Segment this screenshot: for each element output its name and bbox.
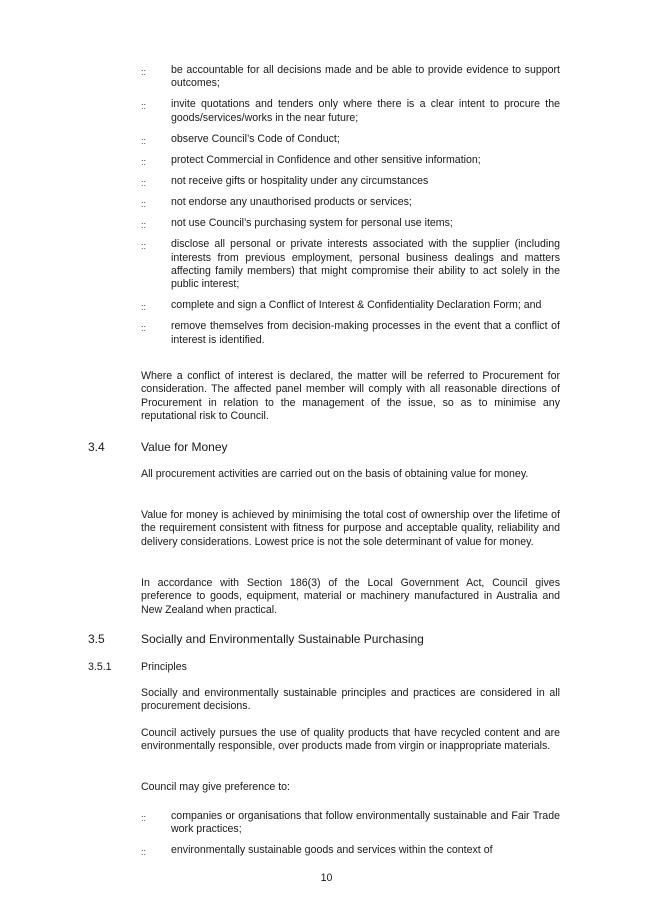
list-item: :: environmentally sustainable goods and services within the context of	[0, 844, 653, 857]
bullet-marker: ::	[141, 135, 147, 146]
paragraph: Value for money is achieved by minimising the total cost of ownership over the lifetime of the requirement consistent with fitness for purpose and acceptable quality, reliability and delivery considerations. Lowest price is not the sole determinant of value for money.	[141, 509, 560, 548]
conflict-paragraph: Where a conflict of interest is declared, the matter will be referred to Procurement for consideration. The affected panel member will comply with all reasonable directions of Procurement in relation to the management of the issue, so as to minimise any reputational risk to Council.	[141, 370, 560, 422]
bullet-marker: ::	[141, 241, 147, 252]
bullet-marker: ::	[141, 177, 147, 188]
list-item: :: observe Council’s Code of Conduct;	[0, 133, 653, 146]
bullet-marker: ::	[141, 199, 147, 210]
paragraph: All procurement activities are carried out on the basis of obtaining value for money.	[141, 468, 529, 480]
list-item: :: be accountable for all decisions made and be able to provide evidence to support outcomes;	[141, 64, 560, 90]
list-item: :: companies or organisations that follow environmentally sustainable and Fair Trade work practices;	[141, 810, 560, 836]
section-title: Value for Money	[141, 440, 228, 454]
bullet-marker: ::	[141, 302, 147, 313]
list-item: :: invite quotations and tenders only where there is a clear intent to procure the goods/services/works in the near future;	[141, 98, 560, 124]
section-number: 3.4	[88, 440, 105, 454]
paragraph: Socially and environmentally sustainable principles and practices are considered in all procurement decisions.	[141, 687, 560, 713]
list-item: :: not endorse any unauthorised products or services;	[0, 196, 653, 209]
paragraph: In accordance with Section 186(3) of the Local Government Act, Council gives preference to goods, equipment, material or machinery manufactured in Australia and New Zealand when practical.	[141, 577, 560, 616]
page-number: 10	[320, 872, 333, 884]
bullet-marker: ::	[141, 813, 147, 823]
list-item: :: protect Commercial in Confidence and other sensitive information;	[0, 154, 653, 167]
paragraph: Council actively pursues the use of quality products that have recycled content and are environmentally responsible, over products made from virgin or inappropriate materials.	[141, 727, 560, 753]
bullet-marker: ::	[141, 323, 147, 334]
list-item: :: remove themselves from decision-making processes in the event that a conflict of interest is identified.	[141, 320, 560, 346]
bullet-marker: ::	[141, 220, 147, 231]
list-item: :: disclose all personal or private interests associated with the supplier (including interests from previous employment, personal business dealings and matters affecting family members) that might compromise their ability to act solely in the public interest;	[141, 238, 560, 291]
section-number: 3.5	[88, 632, 105, 646]
section-number: 3.5.1	[88, 661, 112, 673]
list-item: :: not receive gifts or hospitality under any circumstances	[0, 175, 653, 188]
bullet-marker: ::	[141, 156, 147, 167]
list-item: :: not use Council’s purchasing system for personal use items;	[0, 217, 653, 230]
bullet-marker: ::	[141, 101, 147, 112]
section-title: Socially and Environmentally Sustainable Purchasing	[141, 632, 424, 646]
list-item: :: complete and sign a Conflict of Interest & Confidentiality Declaration Form; and	[0, 299, 653, 312]
bullet-marker: ::	[141, 847, 147, 858]
section-title: Principles	[141, 661, 187, 673]
obligations-list	[0, 64, 653, 355]
bullet-marker: ::	[141, 67, 147, 77]
paragraph: Council may give preference to:	[141, 781, 290, 793]
preferences-list	[0, 810, 653, 865]
